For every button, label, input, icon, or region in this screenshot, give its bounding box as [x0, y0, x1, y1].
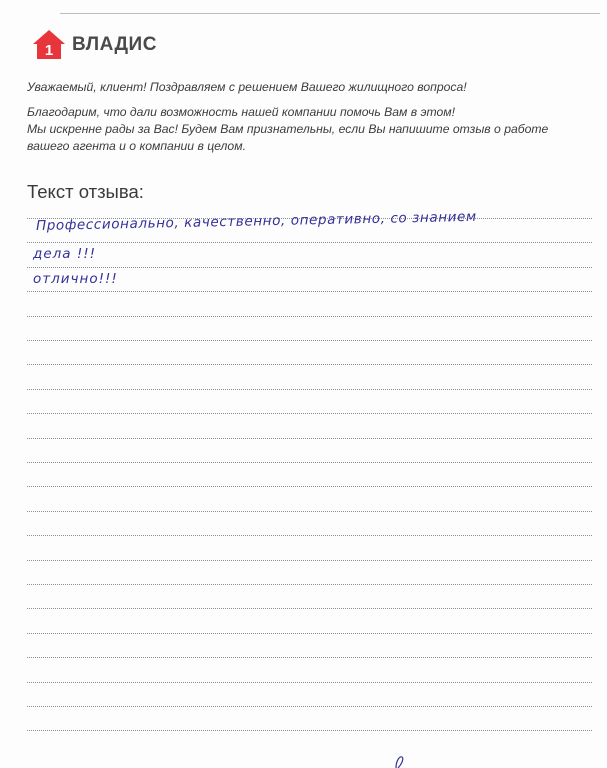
writing-line: [27, 608, 592, 609]
writing-line: [27, 584, 592, 585]
company-name: ВЛАДИС: [72, 34, 157, 55]
writing-line: [27, 389, 592, 390]
writing-line: [27, 560, 592, 561]
writing-line: [27, 657, 592, 658]
intro-line: вашего агента и о компании в целом.: [27, 139, 246, 153]
handwritten-review-line: Профессионально, качественно, оперативно, со знанием: [35, 208, 477, 234]
writing-line: [27, 535, 592, 536]
writing-line: [27, 291, 592, 292]
ruled-lines: [27, 0, 592, 768]
writing-line: [27, 438, 592, 439]
intro-line: Благодарим, что дали возможность нашей компании помочь Вам в этом!: [27, 105, 456, 119]
writing-line: [27, 316, 592, 317]
writing-line: [27, 462, 592, 463]
writing-line: [27, 682, 592, 683]
writing-line: [27, 340, 592, 341]
writing-line: [27, 706, 592, 707]
handwritten-review-line: дела !!!: [33, 246, 97, 262]
writing-line: [27, 511, 592, 512]
writing-line: [27, 267, 592, 268]
writing-line: [27, 730, 592, 731]
writing-line: [27, 633, 592, 634]
writing-line: [27, 486, 592, 487]
writing-line: [27, 413, 592, 414]
review-heading: Текст отзыва:: [27, 181, 144, 202]
intro-line: Мы искренне рады за Вас! Будем Вам признательны, если Вы напишите отзыв о работе: [27, 122, 549, 136]
writing-line: [27, 364, 592, 365]
greeting-text: Уважаемый, клиент! Поздравляем с решением Вашего жилищного вопроса!: [27, 80, 467, 94]
signature-scribble: [392, 754, 412, 768]
writing-line: [27, 242, 592, 243]
handwritten-review-line: отлично!!!: [33, 271, 118, 287]
logo-badge-number: 1: [44, 42, 54, 59]
